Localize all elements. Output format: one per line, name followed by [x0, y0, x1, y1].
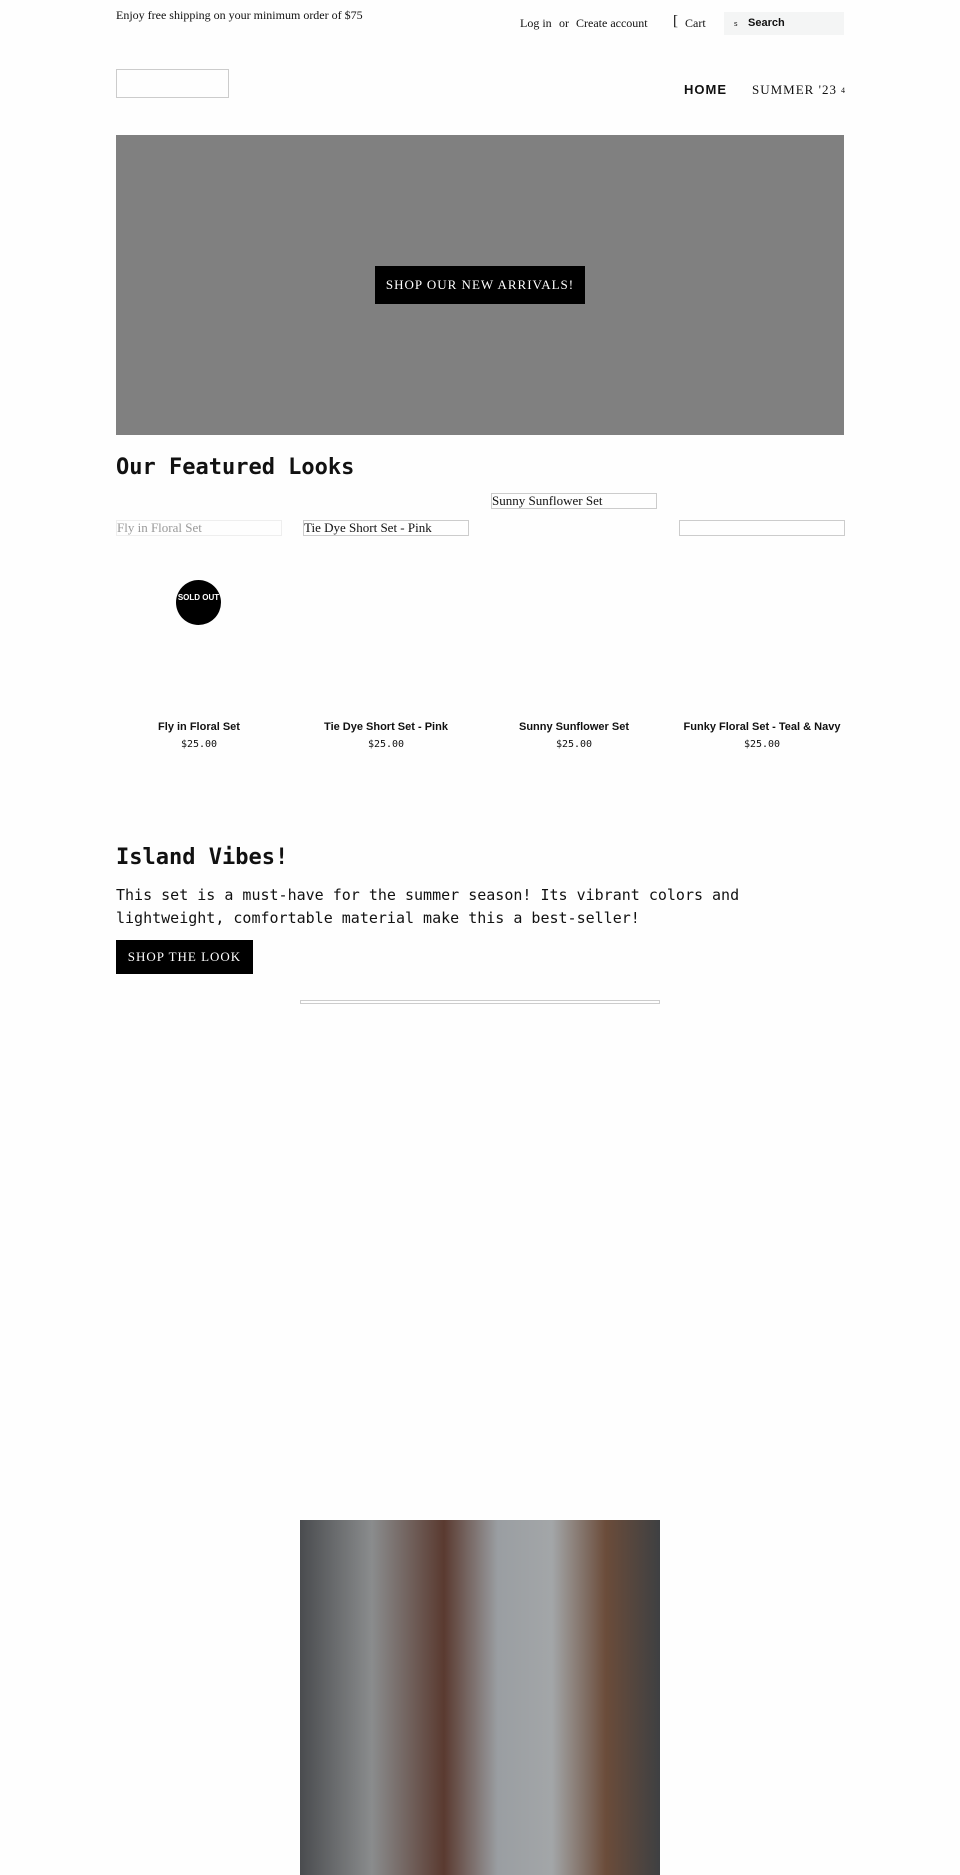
or-text: or [559, 16, 569, 30]
product-price: $25.00 [367, 739, 405, 750]
product-name[interactable]: Sunny Sunflower Set [518, 721, 629, 733]
search-icon: s [734, 21, 738, 28]
feature-title: Island Vibes! [116, 845, 289, 870]
product-price: $25.00 [180, 739, 218, 750]
shop-the-look-button[interactable]: SHOP THE LOOK [116, 940, 253, 974]
product-image-alt[interactable]: Fly in Floral Set [116, 520, 282, 536]
feature-photo [300, 1520, 660, 1875]
nav-home[interactable]: HOME [684, 82, 727, 97]
cart-link[interactable]: Cart [685, 16, 706, 30]
product-image-alt[interactable]: Tie Dye Short Set - Pink [303, 520, 469, 536]
product-image-alt[interactable] [679, 520, 845, 536]
announcement-bar: Enjoy free shipping on your minimum order of $75 [116, 8, 363, 22]
sold-out-badge: SOLD OUT [176, 580, 221, 625]
product-name[interactable]: Funky Floral Set - Teal & Navy [683, 721, 841, 733]
product-price: $25.00 [555, 739, 593, 750]
shop-new-arrivals-button[interactable]: SHOP OUR NEW ARRIVALS! [375, 266, 585, 304]
search-input[interactable] [724, 12, 844, 35]
image-placeholder [300, 1000, 660, 1004]
product-name[interactable]: Fly in Floral Set [158, 721, 240, 733]
feature-text: This set is a must-have for the summer season! Its vibrant colors and lightweight, comfortable material make this a best-seller! [116, 886, 740, 927]
chevron-down-icon[interactable]: 4 [841, 86, 845, 95]
login-link[interactable]: Log in [520, 16, 552, 30]
search-placeholder: Search [748, 17, 785, 29]
product-image-alt[interactable]: Sunny Sunflower Set [491, 493, 657, 509]
store-logo[interactable] [116, 69, 229, 98]
nav-summer-23[interactable]: SUMMER '23 [752, 82, 837, 97]
cart-icon[interactable]: [ [673, 13, 678, 29]
featured-title: Our Featured Looks [116, 455, 355, 480]
create-account-link[interactable]: Create account [576, 16, 648, 30]
product-price: $25.00 [743, 739, 781, 750]
product-name[interactable]: Tie Dye Short Set - Pink [324, 721, 448, 733]
